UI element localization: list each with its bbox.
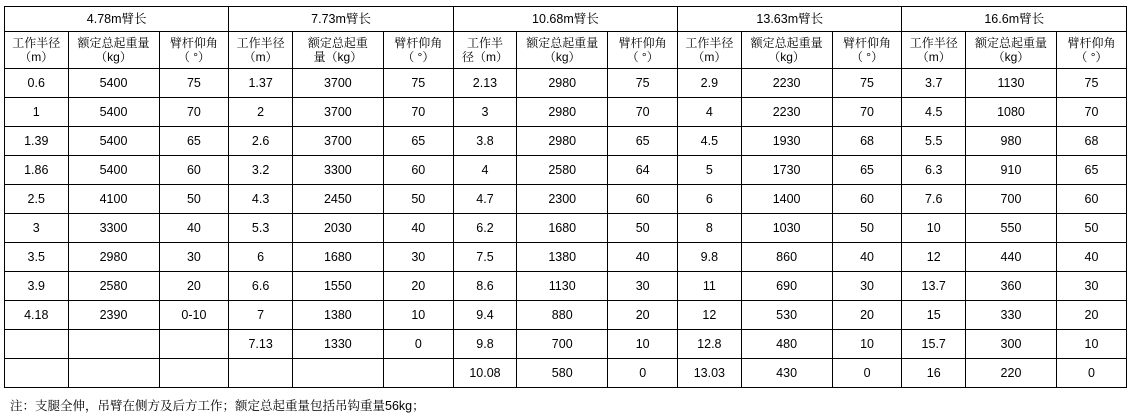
cell-empty [229,359,293,388]
cell: 50 [608,214,678,243]
column-header-10-line1: 额定总起重量 [750,35,823,50]
column-header-4-line1: 额定总起重 [307,35,368,50]
cell: 360 [965,272,1056,301]
cell: 7.5 [453,243,517,272]
cell: 75 [1056,69,1126,98]
cell: 0-10 [159,301,229,330]
table-row [5,185,1127,214]
cell-empty [159,359,229,388]
cell: 2.6 [229,127,293,156]
cell: 3300 [68,214,159,243]
cell: 50 [383,185,453,214]
cell: 10 [832,330,902,359]
cell: 430 [741,359,832,388]
column-header-2 [159,32,229,69]
cell: 3300 [292,156,383,185]
cell: 1680 [517,214,608,243]
boom-length-group-0: 4.78m臂长 [5,7,229,32]
cell: 1380 [517,243,608,272]
cell: 20 [1056,301,1126,330]
cell: 13.03 [678,359,742,388]
cell: 3.7 [902,69,966,98]
column-header-6-line1: 工作半 [466,35,503,50]
cell: 880 [517,301,608,330]
column-header-9 [678,32,742,69]
table-row [5,272,1127,301]
cell: 0 [832,359,902,388]
cell-empty [68,359,159,388]
table-row [5,330,1127,359]
column-header-4 [292,32,383,69]
column-header-13-line1: 额定总起重量 [974,35,1047,50]
cell: 9.4 [453,301,517,330]
cell: 2030 [292,214,383,243]
column-header-13-line2: （kg） [992,50,1030,64]
column-header-13 [965,32,1056,69]
cell: 2980 [517,127,608,156]
cell: 10 [608,330,678,359]
cell: 0 [1056,359,1126,388]
cell: 580 [517,359,608,388]
cell: 2.9 [678,69,742,98]
cell: 1.86 [5,156,69,185]
column-header-row [5,32,1127,69]
table-row [5,69,1127,98]
cell: 4.3 [229,185,293,214]
cell: 860 [741,243,832,272]
column-header-12-line1: 工作半径 [909,35,958,50]
cell: 10 [383,301,453,330]
cell: 4100 [68,185,159,214]
cell: 4 [678,98,742,127]
column-header-5-line1: 臂杆仰角 [394,35,443,50]
cell: 3 [5,214,69,243]
cell: 7 [229,301,293,330]
cell-empty [5,359,69,388]
column-header-1-line1: 额定总起重量 [77,35,150,50]
column-header-0-line1: 工作半径 [12,35,61,50]
cell: 8.6 [453,272,517,301]
column-header-6-line2: 径（m） [461,50,508,64]
table-row [5,156,1127,185]
cell: 1080 [965,98,1056,127]
cell: 40 [608,243,678,272]
cell: 68 [832,127,902,156]
boom-length-group-2: 10.68m臂长 [453,7,677,32]
cell: 530 [741,301,832,330]
cell: 3.9 [5,272,69,301]
cell: 50 [1056,214,1126,243]
cell: 20 [832,301,902,330]
cell: 7.6 [902,185,966,214]
cell: 0 [608,359,678,388]
cell: 700 [965,185,1056,214]
cell: 60 [608,185,678,214]
cell: 30 [1056,272,1126,301]
cell: 2230 [741,98,832,127]
cell: 15 [902,301,966,330]
column-header-2-line2: （ °） [177,50,210,64]
cell: 1550 [292,272,383,301]
cell: 2580 [68,272,159,301]
column-header-1 [68,32,159,69]
column-header-11 [832,32,902,69]
cell: 2980 [517,69,608,98]
cell: 1130 [965,69,1056,98]
table-row [5,301,1127,330]
cell: 70 [159,98,229,127]
cell: 10.08 [453,359,517,388]
cell: 1.37 [229,69,293,98]
column-header-14-line1: 臂杆仰角 [1067,35,1116,50]
cell: 1730 [741,156,832,185]
cell: 3700 [292,127,383,156]
cell: 910 [965,156,1056,185]
column-header-14 [1056,32,1126,69]
cell: 65 [832,156,902,185]
column-header-7-line2: （kg） [543,50,581,64]
cell: 6 [678,185,742,214]
column-header-3-line2: （m） [243,50,278,64]
column-header-8-line2: （ °） [626,50,659,64]
table-row [5,243,1127,272]
cell: 5 [678,156,742,185]
cell: 10 [1056,330,1126,359]
cell: 1330 [292,330,383,359]
table-row [5,214,1127,243]
cell: 65 [159,127,229,156]
cell: 2580 [517,156,608,185]
column-header-5 [383,32,453,69]
boom-length-group-row [5,7,1127,32]
boom-length-group-1: 7.73m臂长 [229,7,453,32]
cell: 12.8 [678,330,742,359]
cell: 5400 [68,69,159,98]
cell: 10 [902,214,966,243]
column-header-2-line1: 臂杆仰角 [169,35,218,50]
cell: 440 [965,243,1056,272]
cell: 50 [159,185,229,214]
cell: 1130 [517,272,608,301]
cell: 9.8 [453,330,517,359]
cell: 65 [608,127,678,156]
cell: 6.6 [229,272,293,301]
cell: 13.7 [902,272,966,301]
cell: 3700 [292,98,383,127]
cell: 0.6 [5,69,69,98]
cell: 30 [159,243,229,272]
cell: 700 [517,330,608,359]
cell: 70 [1056,98,1126,127]
cell: 2.13 [453,69,517,98]
cell: 2390 [68,301,159,330]
cell: 60 [832,185,902,214]
cell: 60 [1056,185,1126,214]
cell: 1 [5,98,69,127]
column-header-4-line2: 量（kg） [313,50,363,64]
cell: 11 [678,272,742,301]
cell: 75 [383,69,453,98]
cell: 1030 [741,214,832,243]
column-header-14-line2: （ °） [1075,50,1108,64]
cell: 12 [678,301,742,330]
table-row [5,127,1127,156]
table-row [5,359,1127,388]
cell: 75 [608,69,678,98]
cell: 20 [608,301,678,330]
column-header-6 [453,32,517,69]
cell: 6 [229,243,293,272]
column-header-12-line2: （m） [916,50,951,64]
column-header-1-line2: （kg） [95,50,132,64]
cell: 5400 [68,98,159,127]
cell: 60 [383,156,453,185]
cell: 1680 [292,243,383,272]
cell: 40 [832,243,902,272]
cell-empty [159,330,229,359]
cell: 65 [1056,156,1126,185]
cell: 64 [608,156,678,185]
cell: 220 [965,359,1056,388]
cell: 65 [383,127,453,156]
column-header-0-line2: （m） [19,50,54,64]
cell: 40 [383,214,453,243]
column-header-11-line1: 臂杆仰角 [843,35,892,50]
column-header-3-line1: 工作半径 [236,35,285,50]
cell: 68 [1056,127,1126,156]
cell: 4.18 [5,301,69,330]
cell: 30 [608,272,678,301]
column-header-8 [608,32,678,69]
boom-length-group-4: 16.6m臂长 [902,7,1127,32]
cell: 8 [678,214,742,243]
column-header-11-line2: （ °） [850,50,884,64]
cell-empty [68,330,159,359]
column-header-9-line2: （m） [692,50,727,64]
cell: 480 [741,330,832,359]
cell: 2.5 [5,185,69,214]
cell: 30 [832,272,902,301]
cell: 7.13 [229,330,293,359]
cell: 4.5 [678,127,742,156]
cell: 3700 [292,69,383,98]
cell: 20 [159,272,229,301]
cell: 5400 [68,156,159,185]
cell: 4 [453,156,517,185]
cell: 3 [453,98,517,127]
cell: 1380 [292,301,383,330]
cell: 5.3 [229,214,293,243]
cell: 70 [608,98,678,127]
column-header-10 [741,32,832,69]
column-header-12 [902,32,966,69]
crane-capacity-table [4,6,1127,388]
cell: 2 [229,98,293,127]
cell: 1400 [741,185,832,214]
cell: 330 [965,301,1056,330]
cell: 50 [832,214,902,243]
cell: 5.5 [902,127,966,156]
cell: 3.2 [229,156,293,185]
cell: 6.2 [453,214,517,243]
cell: 40 [1056,243,1126,272]
cell: 9.8 [678,243,742,272]
cell: 2230 [741,69,832,98]
cell: 30 [383,243,453,272]
cell: 2300 [517,185,608,214]
cell: 300 [965,330,1056,359]
cell: 75 [832,69,902,98]
table-footnote: 注：支腿全伸，吊臂在侧方及后方工作；额定总起重量包括吊钩重量56kg； [10,399,425,413]
cell: 15.7 [902,330,966,359]
cell: 2450 [292,185,383,214]
cell: 4.5 [902,98,966,127]
cell: 690 [741,272,832,301]
cell: 980 [965,127,1056,156]
boom-length-group-3: 13.63m臂长 [678,7,902,32]
column-header-7-line1: 额定总起重量 [526,35,599,50]
column-header-0 [5,32,69,69]
cell: 70 [383,98,453,127]
cell-empty [383,359,453,388]
cell: 70 [832,98,902,127]
table-row [5,98,1127,127]
cell: 550 [965,214,1056,243]
column-header-10-line2: （kg） [768,50,805,64]
cell: 12 [902,243,966,272]
column-header-8-line1: 臂杆仰角 [618,35,667,50]
column-header-3 [229,32,293,69]
cell: 2980 [68,243,159,272]
cell: 75 [159,69,229,98]
cell: 16 [902,359,966,388]
column-header-7 [517,32,608,69]
cell: 0 [383,330,453,359]
cell: 1.39 [5,127,69,156]
cell: 4.7 [453,185,517,214]
cell: 1930 [741,127,832,156]
cell: 3.5 [5,243,69,272]
cell: 2980 [517,98,608,127]
column-header-5-line2: （ °） [402,50,435,64]
cell: 3.8 [453,127,517,156]
cell-empty [5,330,69,359]
cell: 20 [383,272,453,301]
column-header-9-line1: 工作半径 [685,35,734,50]
cell: 6.3 [902,156,966,185]
cell: 60 [159,156,229,185]
cell: 40 [159,214,229,243]
cell-empty [292,359,383,388]
cell: 5400 [68,127,159,156]
